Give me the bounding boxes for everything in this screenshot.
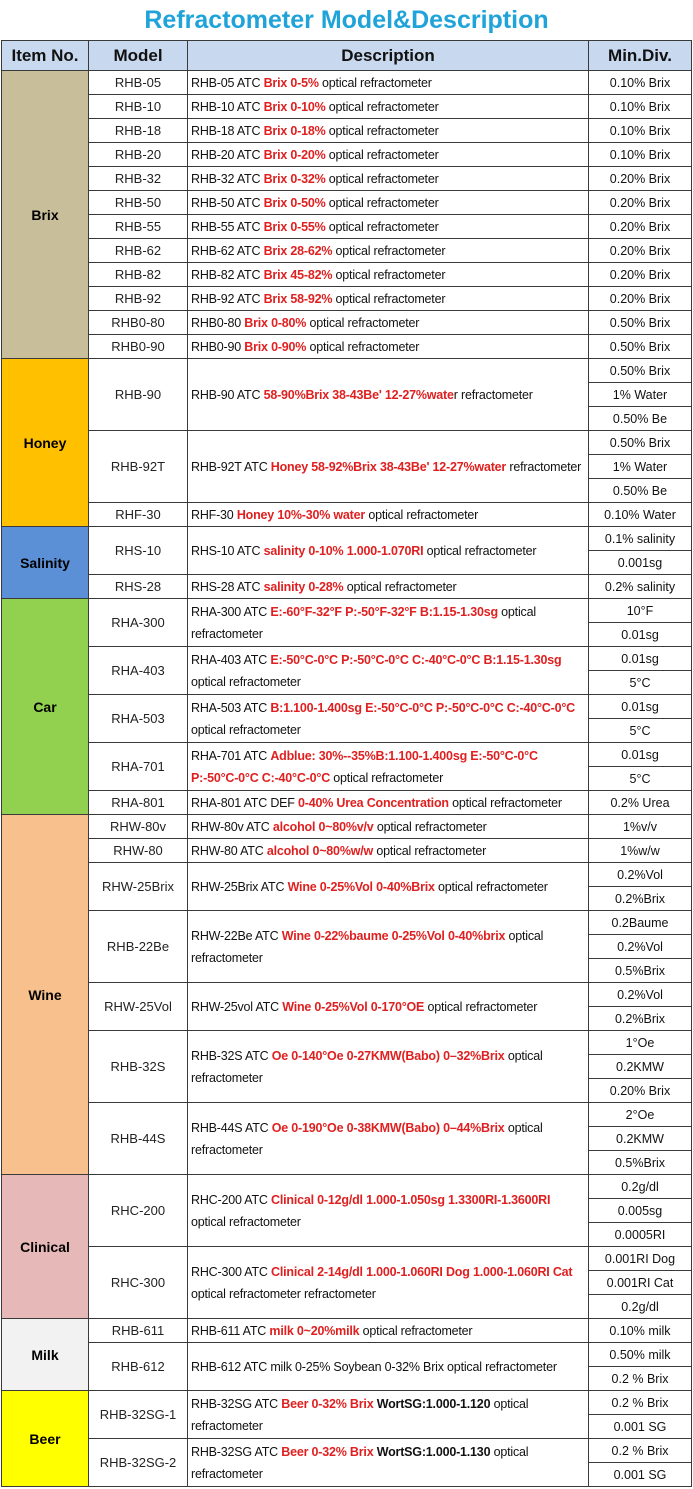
model-cell: RHB0-90 [89,335,188,359]
min-div-cell: 0.2%Brix [589,887,692,911]
header-description: Description [188,41,589,71]
description-cell [188,263,589,287]
min-div-cell: 0.20% Brix [589,263,692,287]
min-div-cell: 0.2g/dl [589,1175,692,1199]
model-cell: RHB-612 [89,1343,188,1391]
description-text: RHB-92T ATC [191,459,271,474]
table-row [2,647,692,671]
table-row [2,311,692,335]
description-text: RHC-200 ATC [191,1192,272,1207]
model-cell: RHB-32 [89,167,188,191]
table-row [2,359,692,383]
bold-spec: WortSG:1.000-1.120 [376,1396,491,1411]
description-text: optical refractometer [332,291,446,306]
category-cell: Honey [2,359,89,527]
description-text: optical refractometer [318,75,432,90]
description-cell [188,311,589,335]
min-div-cell: 0.2% Urea [589,791,692,815]
description-cell [188,815,589,839]
table-row [2,599,692,623]
highlighted-spec: Brix 0-10% [263,99,326,114]
description-cell [188,287,589,311]
highlighted-spec: Brix 0-55% [263,219,326,234]
description-text: RHB-611 ATC [191,1323,270,1338]
category-cell: Milk [2,1319,89,1391]
model-cell: RHB-44S [89,1103,188,1175]
description-text: optical refractometer [191,722,301,737]
description-cell [188,239,589,263]
description-text: optical refractometer [191,928,544,965]
table-row [2,1103,692,1127]
description-text: optical refractometer [373,843,487,858]
category-cell: Clinical [2,1175,89,1319]
highlighted-spec: milk 0~20%milk [269,1323,360,1338]
min-div-cell: 0.01sg [589,647,692,671]
model-cell: RHS-28 [89,575,188,599]
model-cell: RHB-92 [89,287,188,311]
description-text: RHB-50 ATC [191,195,264,210]
description-text: RHB-32S ATC [191,1048,272,1063]
model-cell: RHW-80v [89,815,188,839]
model-cell: RHB-10 [89,95,188,119]
description-cell [188,215,589,239]
description-text: RHA-503 ATC [191,700,271,715]
description-text: RHW-22Be ATC [191,928,282,943]
min-div-cell: 0.50% Brix [589,431,692,455]
model-cell: RHA-701 [89,743,188,791]
description-text: RHB-82 ATC [191,267,264,282]
description-cell [188,1343,589,1391]
min-div-cell: 10°F [589,599,692,623]
min-div-cell: 0.20% Brix [589,239,692,263]
min-div-cell: 0.001 SG [589,1463,692,1487]
description-text: r refractometer [453,387,533,402]
highlighted-spec: Oe 0-190°Oe 0-38KMW(Babo) 0–44%Brix [271,1120,505,1135]
description-text: RHF-30 [191,507,237,522]
description-text: RHW-25Brix ATC [191,879,288,894]
min-div-cell: 0.50% Brix [589,359,692,383]
description-text: RHB0-90 [191,339,245,354]
description-cell [188,431,589,503]
description-cell [188,1439,589,1487]
highlighted-spec: Brix 0-18% [263,123,326,138]
description-text: RHW-80 ATC [191,843,267,858]
highlighted-spec: Clinical 0-12g/dl 1.000-1.050sg 1.3300RI-1.3600RI [271,1192,551,1207]
description-text: optical refractometer [325,171,439,186]
description-text: refractometer [506,459,582,474]
model-cell: RHA-300 [89,599,188,647]
model-cell: RHB0-80 [89,311,188,335]
description-text: RHB-10 ATC [191,99,264,114]
min-div-cell: 0.001 SG [589,1415,692,1439]
table-row [2,791,692,815]
description-text: optical refractometer [330,770,444,785]
model-cell: RHW-25Vol [89,983,188,1031]
min-div-cell: 0.001RI Dog [589,1247,692,1271]
category-cell: Car [2,599,89,815]
table-row [2,983,692,1007]
description-text: optical refractometer [424,999,538,1014]
description-text: optical refractometer [325,195,439,210]
description-cell [188,599,589,647]
description-text: optical refractometer [191,1048,543,1085]
min-div-cell: 0.2%Brix [589,1007,692,1031]
description-text: optical refractometer [325,99,439,114]
description-cell [188,335,589,359]
description-text: optical refractometer [191,1214,301,1229]
table-row [2,743,692,767]
table-row [2,1343,692,1367]
model-cell: RHB-92T [89,431,188,503]
model-cell: RHC-200 [89,1175,188,1247]
model-cell: RHB-55 [89,215,188,239]
table-row [2,287,692,311]
table-row [2,335,692,359]
min-div-cell: 0.005sg [589,1199,692,1223]
description-text: RHS-10 ATC [191,543,264,558]
description-text: RHA-701 ATC [191,748,271,763]
description-cell [188,191,589,215]
min-div-cell: 0.10% Brix [589,95,692,119]
min-div-cell: 0.50% milk [589,1343,692,1367]
description-cell [188,167,589,191]
category-cell: Wine [2,815,89,1175]
description-text: RHW-25vol ATC [191,999,283,1014]
category-cell: Beer [2,1391,89,1487]
table-row [2,191,692,215]
highlighted-spec: alcohol 0~80%w/w [266,843,374,858]
description-cell [188,143,589,167]
highlighted-spec: 58-90%Brix 38-43Be' 12-27%wate [263,387,454,402]
description-text: optical refractometer [325,123,439,138]
highlighted-spec: Wine 0-22%baume 0-25%Vol 0-40%brix [281,928,506,943]
description-text: optical refractometer [325,147,439,162]
table-row [2,1391,692,1415]
highlighted-spec: Wine 0-25%Vol 0-170°OE [282,999,425,1014]
model-cell: RHC-300 [89,1247,188,1319]
description-text: optical refractometer [373,819,487,834]
description-text: RHB-18 ATC [191,123,264,138]
min-div-cell: 1%v/v [589,815,692,839]
model-cell: RHF-30 [89,503,188,527]
min-div-cell: 0.5%Brix [589,1151,692,1175]
min-div-cell: 0.10% Water [589,503,692,527]
page-title: Refractometer Model&Description [144,5,549,34]
table-row [2,119,692,143]
description-text: RHS-28 ATC [191,579,264,594]
description-cell [188,1319,589,1343]
highlighted-spec: alcohol 0~80%v/v [272,819,374,834]
model-cell: RHB-611 [89,1319,188,1343]
table-row [2,1031,692,1055]
highlighted-spec: E:-60°F-32°F P:-50°F-32°F B:1.15-1.30sg [270,604,498,619]
description-text: RHA-403 ATC [191,652,271,667]
description-text: optical refractometer [325,219,439,234]
description-text: optical refractometer [365,507,479,522]
table-row [2,863,692,887]
highlighted-spec: Brix 45-82% [263,267,333,282]
min-div-cell: 0.50% Be [589,479,692,503]
table-row [2,527,692,551]
description-cell [188,1031,589,1103]
description-text: optical refractometer [191,1444,529,1481]
min-div-cell: 5°C [589,719,692,743]
table-row [2,575,692,599]
description-text: optical refractometer [343,579,457,594]
header-model: Model [89,41,188,71]
min-div-cell: 5°C [589,767,692,791]
description-cell [188,743,589,791]
category-cell: Brix [2,71,89,359]
highlighted-spec: Brix 0-20% [263,147,326,162]
min-div-cell: 1% Water [589,383,692,407]
description-text: optical refractometer [332,243,446,258]
description-cell [188,647,589,695]
highlighted-spec: Honey 10%-30% water [236,507,366,522]
min-div-cell: 0.2 % Brix [589,1391,692,1415]
description-text: RHB0-80 [191,315,245,330]
description-text: optical refractometer [191,1396,529,1433]
model-table-container [1,40,691,1487]
description-text: RHB-44S ATC [191,1120,272,1135]
description-cell [188,575,589,599]
table-row [2,167,692,191]
model-cell: RHB-62 [89,239,188,263]
min-div-cell: 0.2Baume [589,911,692,935]
description-cell [188,527,589,575]
min-div-cell: 0.0005RI [589,1223,692,1247]
min-div-cell: 0.20% Brix [589,215,692,239]
description-cell [188,839,589,863]
min-div-cell: 0.2 % Brix [589,1439,692,1463]
min-div-cell: 0.10% Brix [589,143,692,167]
description-cell [188,983,589,1031]
min-div-cell: 2°Oe [589,1103,692,1127]
table-row [2,215,692,239]
model-cell: RHA-403 [89,647,188,695]
model-table [1,40,692,1487]
highlighted-spec: salinity 0-10% 1.000-1.070RI [263,543,424,558]
bold-spec: WortSG:1.000-1.130 [376,1444,491,1459]
highlighted-spec: Oe 0-140°Oe 0-27KMW(Babo) 0–32%Brix [271,1048,505,1063]
min-div-cell: 0.01sg [589,743,692,767]
description-text: optical refractometer [191,674,301,689]
min-div-cell: 0.001sg [589,551,692,575]
table-row [2,503,692,527]
table-row [2,95,692,119]
description-text: RHB-32SG ATC [191,1444,282,1459]
description-text: optical refractometer refractometer [191,1286,376,1301]
min-div-cell: 5°C [589,671,692,695]
header-item-no: Item No. [2,41,89,71]
description-text: optical refractometer [448,795,562,810]
description-cell [188,911,589,983]
highlighted-spec: Brix 0-32% [263,171,326,186]
description-text: optical refractometer [423,543,537,558]
min-div-cell: 0.20% Brix [589,287,692,311]
description-text: RHA-300 ATC [191,604,271,619]
description-text: optical refractometer [434,879,548,894]
description-text: RHB-92 ATC [191,291,264,306]
min-div-cell: 0.20% Brix [589,191,692,215]
table-row [2,911,692,935]
table-row [2,143,692,167]
highlighted-spec: Brix 58-92% [263,291,333,306]
table-body [2,71,692,1487]
model-cell: RHB-90 [89,359,188,431]
description-text: RHB-32 ATC [191,171,264,186]
table-row [2,1319,692,1343]
highlighted-spec: Brix 0-90% [244,339,307,354]
highlighted-spec: Clinical 2-14g/dl 1.000-1.060RI Dog 1.000-1.060RI Cat [271,1264,573,1279]
highlighted-spec: Beer 0-32% Brix [281,1396,374,1411]
min-div-cell: 0.2%Vol [589,863,692,887]
highlighted-spec: Wine 0-25%Vol 0-40%Brix [287,879,435,894]
min-div-cell: 0.5%Brix [589,959,692,983]
header-row [2,41,692,71]
description-text: optical refractometer [191,1120,543,1157]
highlighted-spec: Beer 0-32% Brix [281,1444,374,1459]
description-cell [188,695,589,743]
description-cell [188,1175,589,1247]
description-text: RHB-62 ATC [191,243,264,258]
highlighted-spec: salinity 0-28% [263,579,344,594]
description-text: RHB-20 ATC [191,147,264,162]
table-row [2,1247,692,1271]
description-cell [188,1103,589,1175]
description-cell [188,95,589,119]
header-min-div: Min.Div. [589,41,692,71]
min-div-cell: 0.2KMW [589,1127,692,1151]
description-text: RHB-05 ATC [191,75,264,90]
highlighted-spec: B:1.100-1.400sg E:-50°C-0°C P:-50°C-0°C C:-40°C-0°C [270,700,575,715]
min-div-cell: 0.20% Brix [589,1079,692,1103]
table-row [2,839,692,863]
description-text: RHB-612 ATC milk 0-25% Soybean 0-32% Brix optical refractometer [191,1359,557,1374]
description-text: RHC-300 ATC [191,1264,272,1279]
min-div-cell: 0.2%Vol [589,983,692,1007]
highlighted-spec: Brix 0-80% [244,315,307,330]
min-div-cell: 0.10% milk [589,1319,692,1343]
model-cell: RHB-18 [89,119,188,143]
model-cell: RHB-32SG-1 [89,1391,188,1439]
description-text: optical refractometer [191,604,536,641]
highlighted-spec: Brix 0-5% [263,75,319,90]
min-div-cell: 0.50% Brix [589,335,692,359]
min-div-cell: 0.2% salinity [589,575,692,599]
model-cell: RHB-50 [89,191,188,215]
table-row [2,71,692,95]
description-cell [188,359,589,431]
min-div-cell: 1°Oe [589,1031,692,1055]
description-text: RHW-80v ATC [191,819,273,834]
description-cell [188,1247,589,1319]
table-row [2,239,692,263]
min-div-cell: 1% Water [589,455,692,479]
highlighted-spec: Brix 0-50% [263,195,326,210]
table-row [2,815,692,839]
model-cell: RHA-503 [89,695,188,743]
description-text: optical refractometer [332,267,446,282]
min-div-cell: 0.1% salinity [589,527,692,551]
min-div-cell: 0.10% Brix [589,71,692,95]
min-div-cell: 1%w/w [589,839,692,863]
min-div-cell: 0.50% Brix [589,311,692,335]
min-div-cell: 0.2KMW [589,1055,692,1079]
table-row [2,695,692,719]
description-cell [188,791,589,815]
min-div-cell: 0.10% Brix [589,119,692,143]
min-div-cell: 0.01sg [589,695,692,719]
model-cell: RHW-25Brix [89,863,188,911]
min-div-cell: 0.01sg [589,623,692,647]
min-div-cell: 0.20% Brix [589,167,692,191]
description-cell [188,863,589,911]
description-cell [188,119,589,143]
description-cell [188,1391,589,1439]
description-text: optical refractometer [359,1323,473,1338]
model-cell: RHW-80 [89,839,188,863]
model-cell: RHA-801 [89,791,188,815]
model-cell: RHS-10 [89,527,188,575]
model-cell: RHB-32S [89,1031,188,1103]
highlighted-spec: E:-50°C-0°C P:-50°C-0°C C:-40°C-0°C B:1.15-1.30sg [270,652,562,667]
description-text: RHB-32SG ATC [191,1396,282,1411]
min-div-cell: 0.001RI Cat [589,1271,692,1295]
model-cell: RHB-05 [89,71,188,95]
table-row [2,431,692,455]
highlighted-spec: Honey 58-92%Brix 38-43Be' 12-27%water [270,459,507,474]
model-cell: RHB-32SG-2 [89,1439,188,1487]
highlighted-spec: Brix 28-62% [263,243,333,258]
min-div-cell: 0.2 % Brix [589,1367,692,1391]
min-div-cell: 0.2%Vol [589,935,692,959]
model-cell: RHB-22Be [89,911,188,983]
table-row [2,263,692,287]
table-row [2,1175,692,1199]
min-div-cell: 0.50% Be [589,407,692,431]
description-cell [188,503,589,527]
description-text: optical refractometer [306,339,420,354]
category-cell: Salinity [2,527,89,599]
highlighted-spec: 0-40% Urea Concentration [298,795,449,810]
model-cell: RHB-20 [89,143,188,167]
description-text: optical refractometer [306,315,420,330]
description-text: RHB-55 ATC [191,219,264,234]
table-row [2,1439,692,1463]
description-text: RHA-801 ATC DEF [191,795,299,810]
description-text: RHB-90 ATC [191,387,264,402]
description-cell [188,71,589,95]
model-cell: RHB-82 [89,263,188,287]
min-div-cell: 0.2g/dl [589,1295,692,1319]
highlighted-spec: Adblue: 30%--35%B:1.100-1.400sg E:-50°C-0°C P:-50°C-0°C C:-40°C-0°C [191,748,538,785]
